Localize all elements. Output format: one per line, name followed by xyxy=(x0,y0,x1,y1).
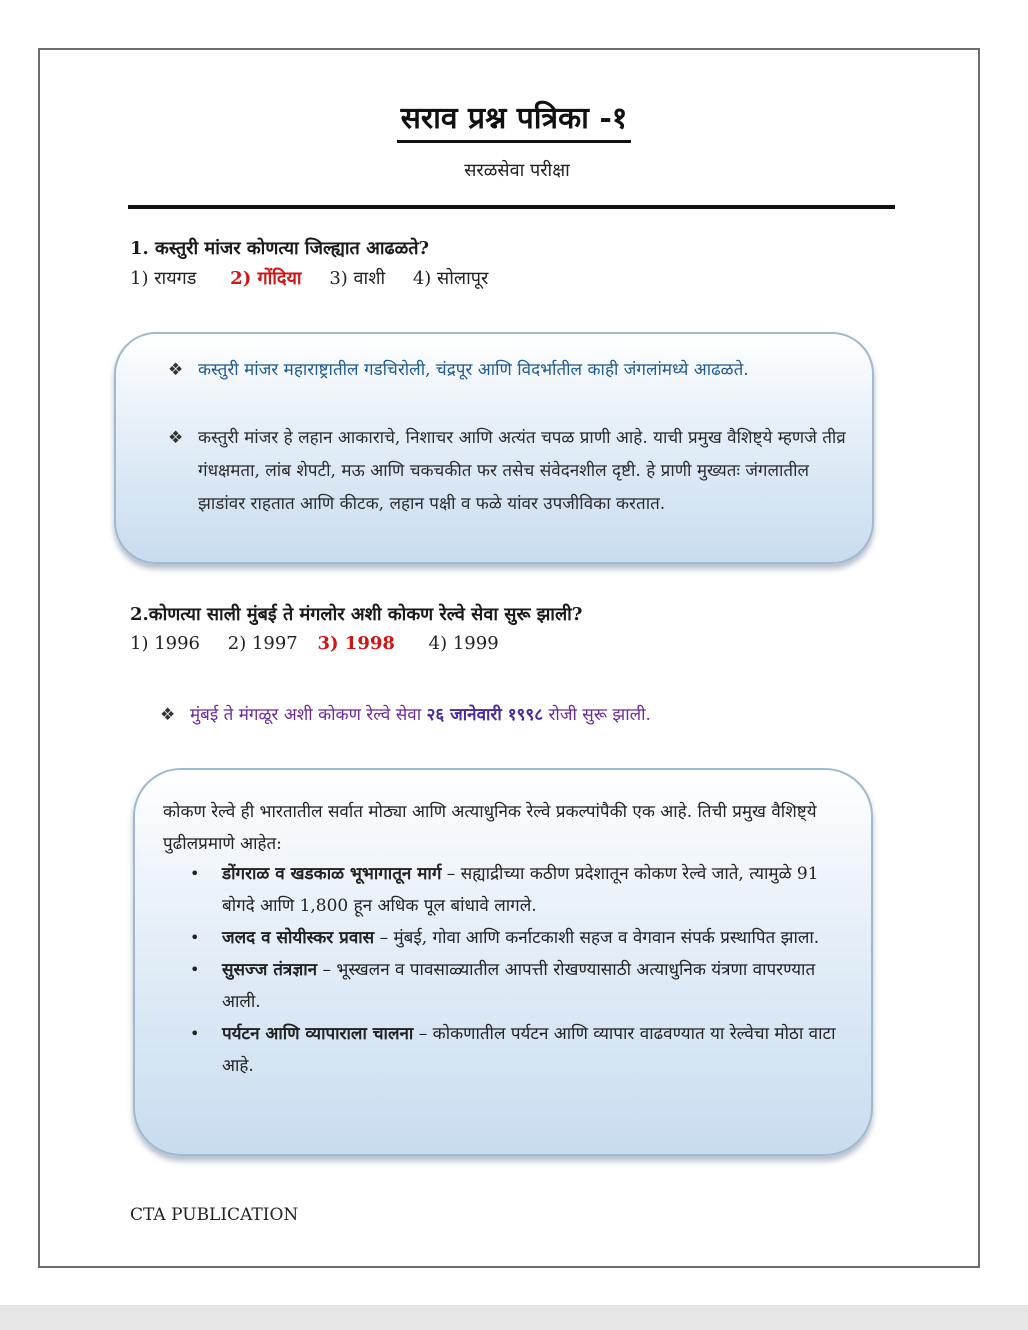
question-2-option-2: 2) 1997 xyxy=(227,633,298,654)
question-2-note: ❖ मुंबई ते मंगळूर अशी कोकण रेल्वे सेवा २६ जानेवारी १९९८ रोजी सुरू झाली. xyxy=(160,699,860,732)
publisher-footer: CTA PUBLICATION xyxy=(130,1205,299,1225)
question-2-options xyxy=(130,633,521,654)
page-title: सराव प्रश्न पत्रिका -१ xyxy=(0,96,1028,137)
bullet-icon: • xyxy=(190,960,200,979)
list-item: • जलद व सोयीस्कर प्रवास – मुंबई, गोवा आणि कर्नाटकाशी सहज व वेगवान संपर्क प्रस्थापित झाला. xyxy=(190,922,840,954)
header-divider xyxy=(128,205,895,209)
box1-note-2: ❖ कस्तुरी मांजर हे लहान आकाराचे, निशाचर आणि अत्यंत चपळ प्राणी आहे. याची प्रमुख वैशिष्ट्ये म्हणजे तीव्र गंधक्षमता, लांब शेपटी, मऊ आणि चकचकीत फर तसेच संवेदनशील दृष्टी. हे प्राणी मुख्यतः जंगलातील झाडांवर राहतात आणि कीटक, लहान पक्षी व फळे यांवर उपजीविका करतात. xyxy=(168,422,848,521)
question-1-option-3: 3) वाशी xyxy=(329,268,386,289)
box1-note-1: ❖ कस्तुरी मांजर महाराष्ट्रातील गडचिरोली, चंद्रपूर आणि विदर्भातील काही जंगलांमध्ये आढळते. xyxy=(168,354,848,387)
list-item: • सुसज्ज तंत्रज्ञान – भूस्खलन व पावसाळ्यातील आपत्ती रोखण्यासाठी अत्याधुनिक यंत्रणा वापरण्यात आली. xyxy=(190,954,840,1018)
diamond-bullet-icon: ❖ xyxy=(168,360,184,380)
question-1-option-4: 4) सोलापूर xyxy=(412,268,489,289)
bullet-icon: • xyxy=(190,928,200,947)
diamond-bullet-icon: ❖ xyxy=(160,705,176,725)
question-2-text: 2.कोणत्या साली मुंबई ते मंगलोर अशी कोकण रेल्वे सेवा सुरू झाली? xyxy=(130,604,583,625)
launch-date: २६ जानेवारी १९९८ xyxy=(426,705,544,725)
question-2-option-4: 4) 1999 xyxy=(428,633,499,654)
diamond-bullet-icon: ❖ xyxy=(168,428,184,448)
bullet-icon: • xyxy=(190,1024,200,1043)
question-1-text: 1. कस्तुरी मांजर कोणत्या जिल्ह्यात आढळते? xyxy=(130,238,430,259)
list-item: • पर्यटन आणि व्यापाराला चालना – कोकणातील पर्यटन आणि व्यापार वाढवण्यात या रेल्वेचा मोठा वाटा आहे. xyxy=(190,1018,840,1082)
page-bottom-band xyxy=(0,1305,1028,1330)
konkan-railway-features-list xyxy=(190,858,840,1082)
question-1-options xyxy=(130,266,510,290)
box2-intro: कोकण रेल्वे ही भारतातील सर्वात मोठ्या आणि अत्याधुनिक रेल्वे प्रकल्पांपैकी एक आहे. तिची प्रमुख वैशिष्ट्ये पुढीलप्रमाणे आहेत: xyxy=(163,802,817,854)
question-1-option-1: 1) रायगड xyxy=(130,268,197,289)
question-2-option-1: 1) 1996 xyxy=(130,633,201,654)
question-1-option-2-correct: 2) गोंदिया xyxy=(230,268,302,289)
bullet-icon: • xyxy=(190,864,200,883)
list-item: • डोंगराळ व खडकाळ भूभागातून मार्ग – सह्याद्रीच्या कठीण प्रदेशातून कोकण रेल्वे जाते, त्यामुळे 91 बोगदे आणि 1,800 हून अधिक पूल बांधावे लागले. xyxy=(190,858,840,922)
question-2-option-3-correct: 3) 1998 xyxy=(317,633,395,654)
page-subtitle: सरळसेवा परीक्षा xyxy=(464,160,570,181)
